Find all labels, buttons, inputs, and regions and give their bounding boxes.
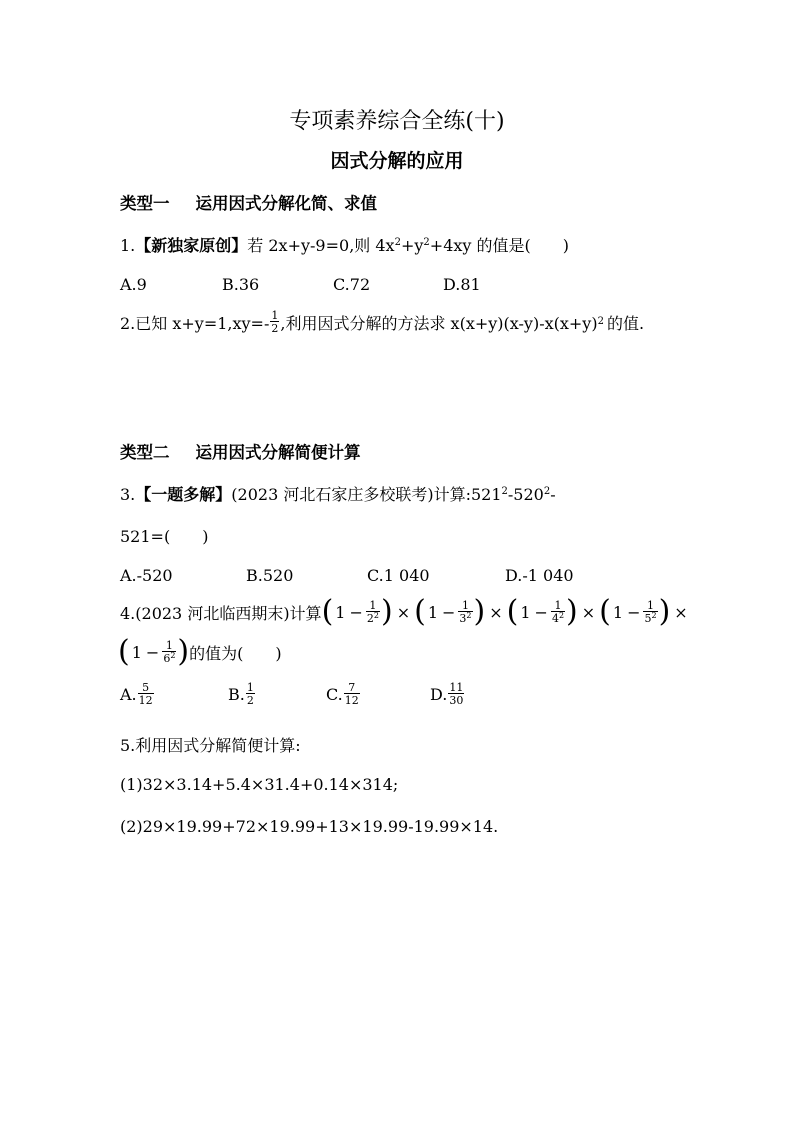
exponent: 2 [466, 611, 472, 620]
question-text: ,利用因式分解的方法求 x(x+y)(x-y)-x(x+y) [280, 313, 598, 333]
question-text: 2.已知 x+y=1,xy=- [120, 313, 270, 333]
minus-sign: − [145, 642, 160, 662]
section-text: 运用因式分解化简、求值 [195, 194, 377, 213]
question-3-line-2: 521=( ) [120, 527, 209, 546]
denominator-base: 6 [163, 652, 171, 665]
q4-option-b [228, 682, 256, 706]
times-sign: × [396, 602, 411, 622]
right-paren: ) [380, 594, 393, 629]
denominator-base: 3 [459, 612, 467, 625]
q4-option-d [430, 682, 465, 706]
q3-option-a: A.-520 [120, 566, 173, 585]
product-term [506, 594, 578, 629]
fraction [344, 682, 360, 706]
question-5-part-2: (2)29×19.99+72×19.99+13×19.99-19.99×14. [120, 817, 499, 836]
q1-option-b: B.36 [222, 275, 260, 294]
fraction [162, 640, 176, 664]
question-tag: 【一题多解】 [135, 485, 232, 504]
fraction-denominator: 30 [449, 694, 464, 707]
left-paren: ( [118, 634, 130, 669]
fraction-denominator [162, 651, 176, 664]
fraction-denominator: 12 [344, 694, 359, 707]
fraction-numerator: 7 [348, 681, 356, 694]
product-terms [321, 594, 692, 629]
fraction-denominator [551, 611, 565, 624]
fraction-denominator [643, 611, 657, 624]
fraction-numerator: 1 [271, 309, 279, 322]
question-5-part-1: (1)32×3.14+5.4×31.4+0.14×314; [120, 775, 399, 794]
question-text: 4.(2023 河北临西期末)计算 [120, 603, 322, 623]
fraction-numerator: 1 [554, 599, 562, 612]
question-tag: 【新独家原创】 [135, 236, 248, 255]
page-subtitle: 因式分解的应用 [330, 150, 464, 172]
left-paren: ( [599, 594, 611, 629]
exponent: 2 [170, 651, 176, 660]
fraction-numerator: 1 [246, 681, 254, 694]
q4-option-c [326, 682, 361, 706]
term-one: 1 [427, 602, 438, 622]
q1-option-c: C.72 [333, 275, 371, 294]
question-number: 3. [120, 485, 136, 504]
fraction-denominator [366, 611, 380, 624]
product-term [118, 634, 190, 669]
product-term [414, 594, 486, 629]
question-text: 若 2x+y-9=0,则 4x [247, 236, 395, 255]
right-paren: ) [473, 594, 486, 629]
option-letter: C. [326, 684, 343, 704]
minus-sign: − [627, 602, 641, 622]
term-one: 1 [520, 602, 531, 622]
q1-option-a: A.9 [120, 275, 147, 294]
fraction-numerator: 1 [461, 599, 469, 612]
option-letter: A. [120, 684, 137, 704]
minus-sign: − [349, 602, 363, 622]
section-heading-2 [120, 439, 361, 463]
fraction [246, 682, 255, 706]
question-1 [120, 233, 569, 256]
right-paren: ) [177, 634, 190, 669]
q4-option-a [120, 682, 155, 706]
exponent: 2 [423, 237, 430, 248]
question-text: (2023 河北石家庄多校联考)计算:521 [231, 485, 502, 504]
question-text: -520 [507, 485, 544, 504]
exponent: 2 [651, 611, 657, 620]
left-paren: ( [414, 594, 426, 629]
times-sign: × [581, 602, 596, 622]
option-letter: D. [430, 684, 448, 704]
question-text: +y [400, 236, 424, 255]
term-one: 1 [335, 602, 346, 622]
question-text: 的值为( ) [189, 643, 282, 663]
fraction [643, 600, 657, 624]
minus-sign: − [442, 602, 456, 622]
fraction-denominator [458, 611, 472, 624]
question-text: +4xy 的值是( ) [429, 236, 570, 255]
section-label: 类型一 [120, 194, 170, 213]
product-term [321, 594, 393, 629]
q3-option-b: B.520 [246, 566, 294, 585]
section-label: 类型二 [120, 443, 170, 462]
denominator-base: 4 [551, 612, 559, 625]
q3-option-c: C.1 040 [367, 566, 430, 585]
q3-option-d: D.-1 040 [505, 566, 574, 585]
fraction-numerator: 1 [165, 639, 173, 652]
right-paren: ) [658, 594, 671, 629]
question-text: 的值. [606, 313, 645, 333]
fraction-numerator: 5 [142, 681, 150, 694]
times-sign: × [674, 602, 688, 622]
fraction-denominator: 12 [138, 694, 153, 707]
question-2: 2.已知 x+y=1,xy=- $\frac{1}{2}$ ,利用因式分解的方法求 x(x+y)(x-y)-x(x+y) 2 的值. [120, 309, 645, 335]
option-letter: B. [228, 684, 245, 704]
question-3 [120, 482, 556, 505]
section-heading-1 [120, 190, 377, 214]
question-number: 1. [120, 236, 136, 255]
fraction [138, 682, 154, 706]
denominator-base: 5 [644, 612, 652, 625]
question-4-line-2 [118, 634, 282, 669]
exponent: 2 [558, 611, 565, 620]
right-paren: ) [566, 594, 578, 629]
fraction-numerator: 11 [449, 681, 464, 694]
exponent: 2 [373, 611, 379, 620]
left-paren: ( [321, 594, 334, 629]
fraction [448, 682, 464, 706]
fraction-numerator: 1 [369, 599, 377, 612]
denominator-base: 2 [366, 612, 374, 625]
fraction [458, 600, 472, 624]
section-text: 运用因式分解简便计算 [195, 443, 361, 462]
question-4 [120, 594, 692, 629]
fraction [551, 600, 565, 624]
term-one: 1 [612, 602, 624, 622]
exponent: 2 [543, 486, 551, 497]
question-text: - [550, 485, 556, 504]
fraction-numerator: 1 [647, 599, 655, 612]
fraction [366, 600, 380, 624]
product-terms [118, 634, 190, 669]
product-term [599, 594, 671, 629]
question-5: 5.利用因式分解简便计算: [120, 736, 301, 755]
term-one: 1 [131, 642, 142, 662]
exponent: 2 [501, 486, 508, 497]
minus-sign: − [534, 602, 548, 622]
left-paren: ( [506, 594, 519, 629]
fraction [270, 310, 279, 334]
fraction-denominator: 2 [246, 694, 254, 707]
times-sign: × [489, 602, 503, 622]
fraction-denominator: 2 [271, 322, 279, 335]
q1-option-d: D.81 [443, 275, 481, 294]
page-title: 专项素养综合全练(十) [289, 109, 505, 134]
exponent: 2 [394, 237, 401, 248]
